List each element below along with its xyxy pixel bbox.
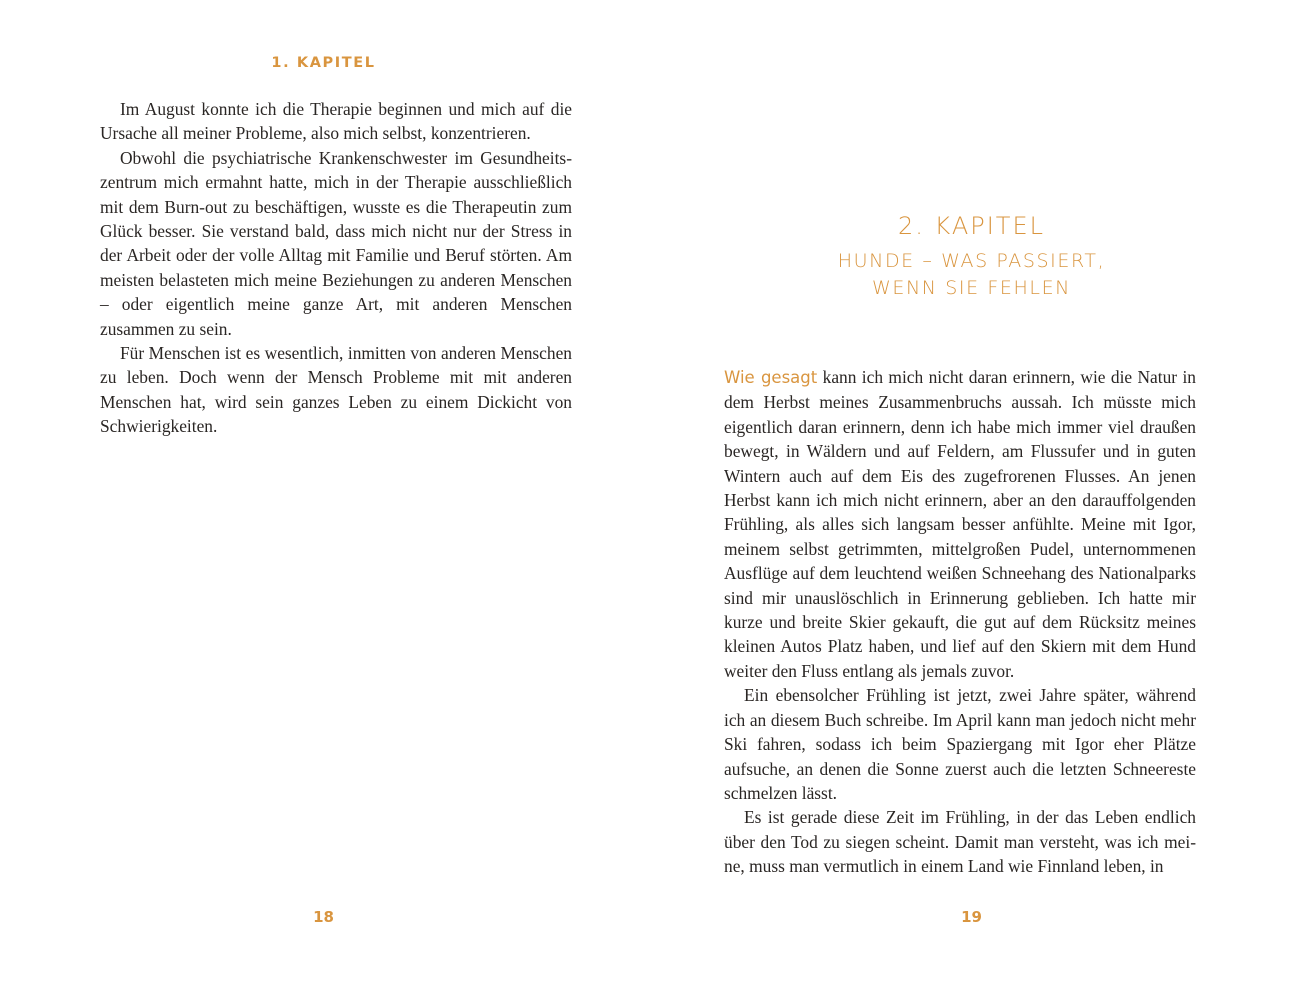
paragraph: Im August konnte ich die Therapie beginnen und mich auf die Ursache all meiner Probleme, also mich selbst, konzentrieren. (100, 99, 572, 144)
paragraph: Für Menschen ist es wesentlich, inmitten von anderen Menschen zu leben. Doch wenn der Mensch Probleme mit mit anderen Menschen hat, wird sein ganzes Leben zu einem Dickicht von Schwierigkeiten. (100, 343, 572, 437)
paragraph (724, 365, 1196, 683)
chapter-title-line: HUNDE – WAS PASSIERT, (837, 250, 1106, 272)
page-number: 18 (313, 908, 334, 926)
paragraph-text: kann ich mich nicht daran erinnern, wie die Natur in dem Herbst meines Zusammenbruchs aussah. Ich müsste mich eigentlich daran erinnern, denn ich habe mich immer viel draußen bewegt, in Wäldern und auf Feldern, am Flussufer und in guten Wintern auch auf dem Eis des zugefrorenen Flusses. An jenen Herbst kann ich mich nicht erinnern, aber an den darauffolgenden Frühling, als alles sich langsam besser anfühlte. Meine mit Igor, meinem selbst getrimmten, mittelgroßen Pudel, unternommenen Ausflüge auf dem leuchtend weißen Schneehang des Nationalparks sind mir unauslöschlich in Erinnerung geblieben. Ich hatte mir kurze und breite Skier gekauft, die gut auf dem Rücksitz meines kleinen Autos Platz haben, und lief auf den Skiern mit dem Hund weiter den Fluss entlang als jemals zuvor. (724, 367, 1196, 681)
left-page (0, 0, 647, 1000)
lead-in: Wie gesagt (724, 368, 818, 387)
running-head: 1. KAPITEL (271, 55, 376, 71)
chapter-number: 2. KAPITEL (897, 212, 1045, 240)
body-text (724, 365, 1196, 879)
chapter-title-line: WENN SIE FEHLEN (872, 277, 1071, 299)
right-page (648, 0, 1295, 1000)
paragraph: Es ist gerade diese Zeit im Frühling, in der das Leben endlich über den Tod zu siegen scheint. Damit man versteht, was ich meine, muss man vermutlich in einem Land wie Finnland leben, in (724, 807, 1196, 877)
paragraph: Obwohl die psychiatrische Krankenschwester im Gesundheitszentrum mich ermahnt hatte, mich in der Therapie ausschließlich mit dem Burn-out zu beschäftigen, wusste es die Therapeutin zum Glück besser. Sie verstand bald, dass mich nicht nur der Stress in der Arbeit oder der volle Alltag mit Familie und Beruf störten. Am meisten belasteten mich meine Beziehungen zu anderen Menschen – oder eigentlich meine ganze Art, mit anderen Menschen zusammen zu sein. (100, 147, 572, 339)
chapter-title (648, 248, 1295, 302)
body-text (100, 97, 572, 439)
page-number: 19 (961, 908, 982, 926)
paragraph: Ein ebensolcher Frühling ist jetzt, zwei Jahre später, während ich an diesem Buch schreibe. Im April kann man jedoch nicht mehr Ski fahren, sodass ich beim Spaziergang mit Igor eher Plätze aufsuche, an denen die Sonne zuerst auch die letzten Schneereste schmelzen lässt. (724, 685, 1196, 803)
